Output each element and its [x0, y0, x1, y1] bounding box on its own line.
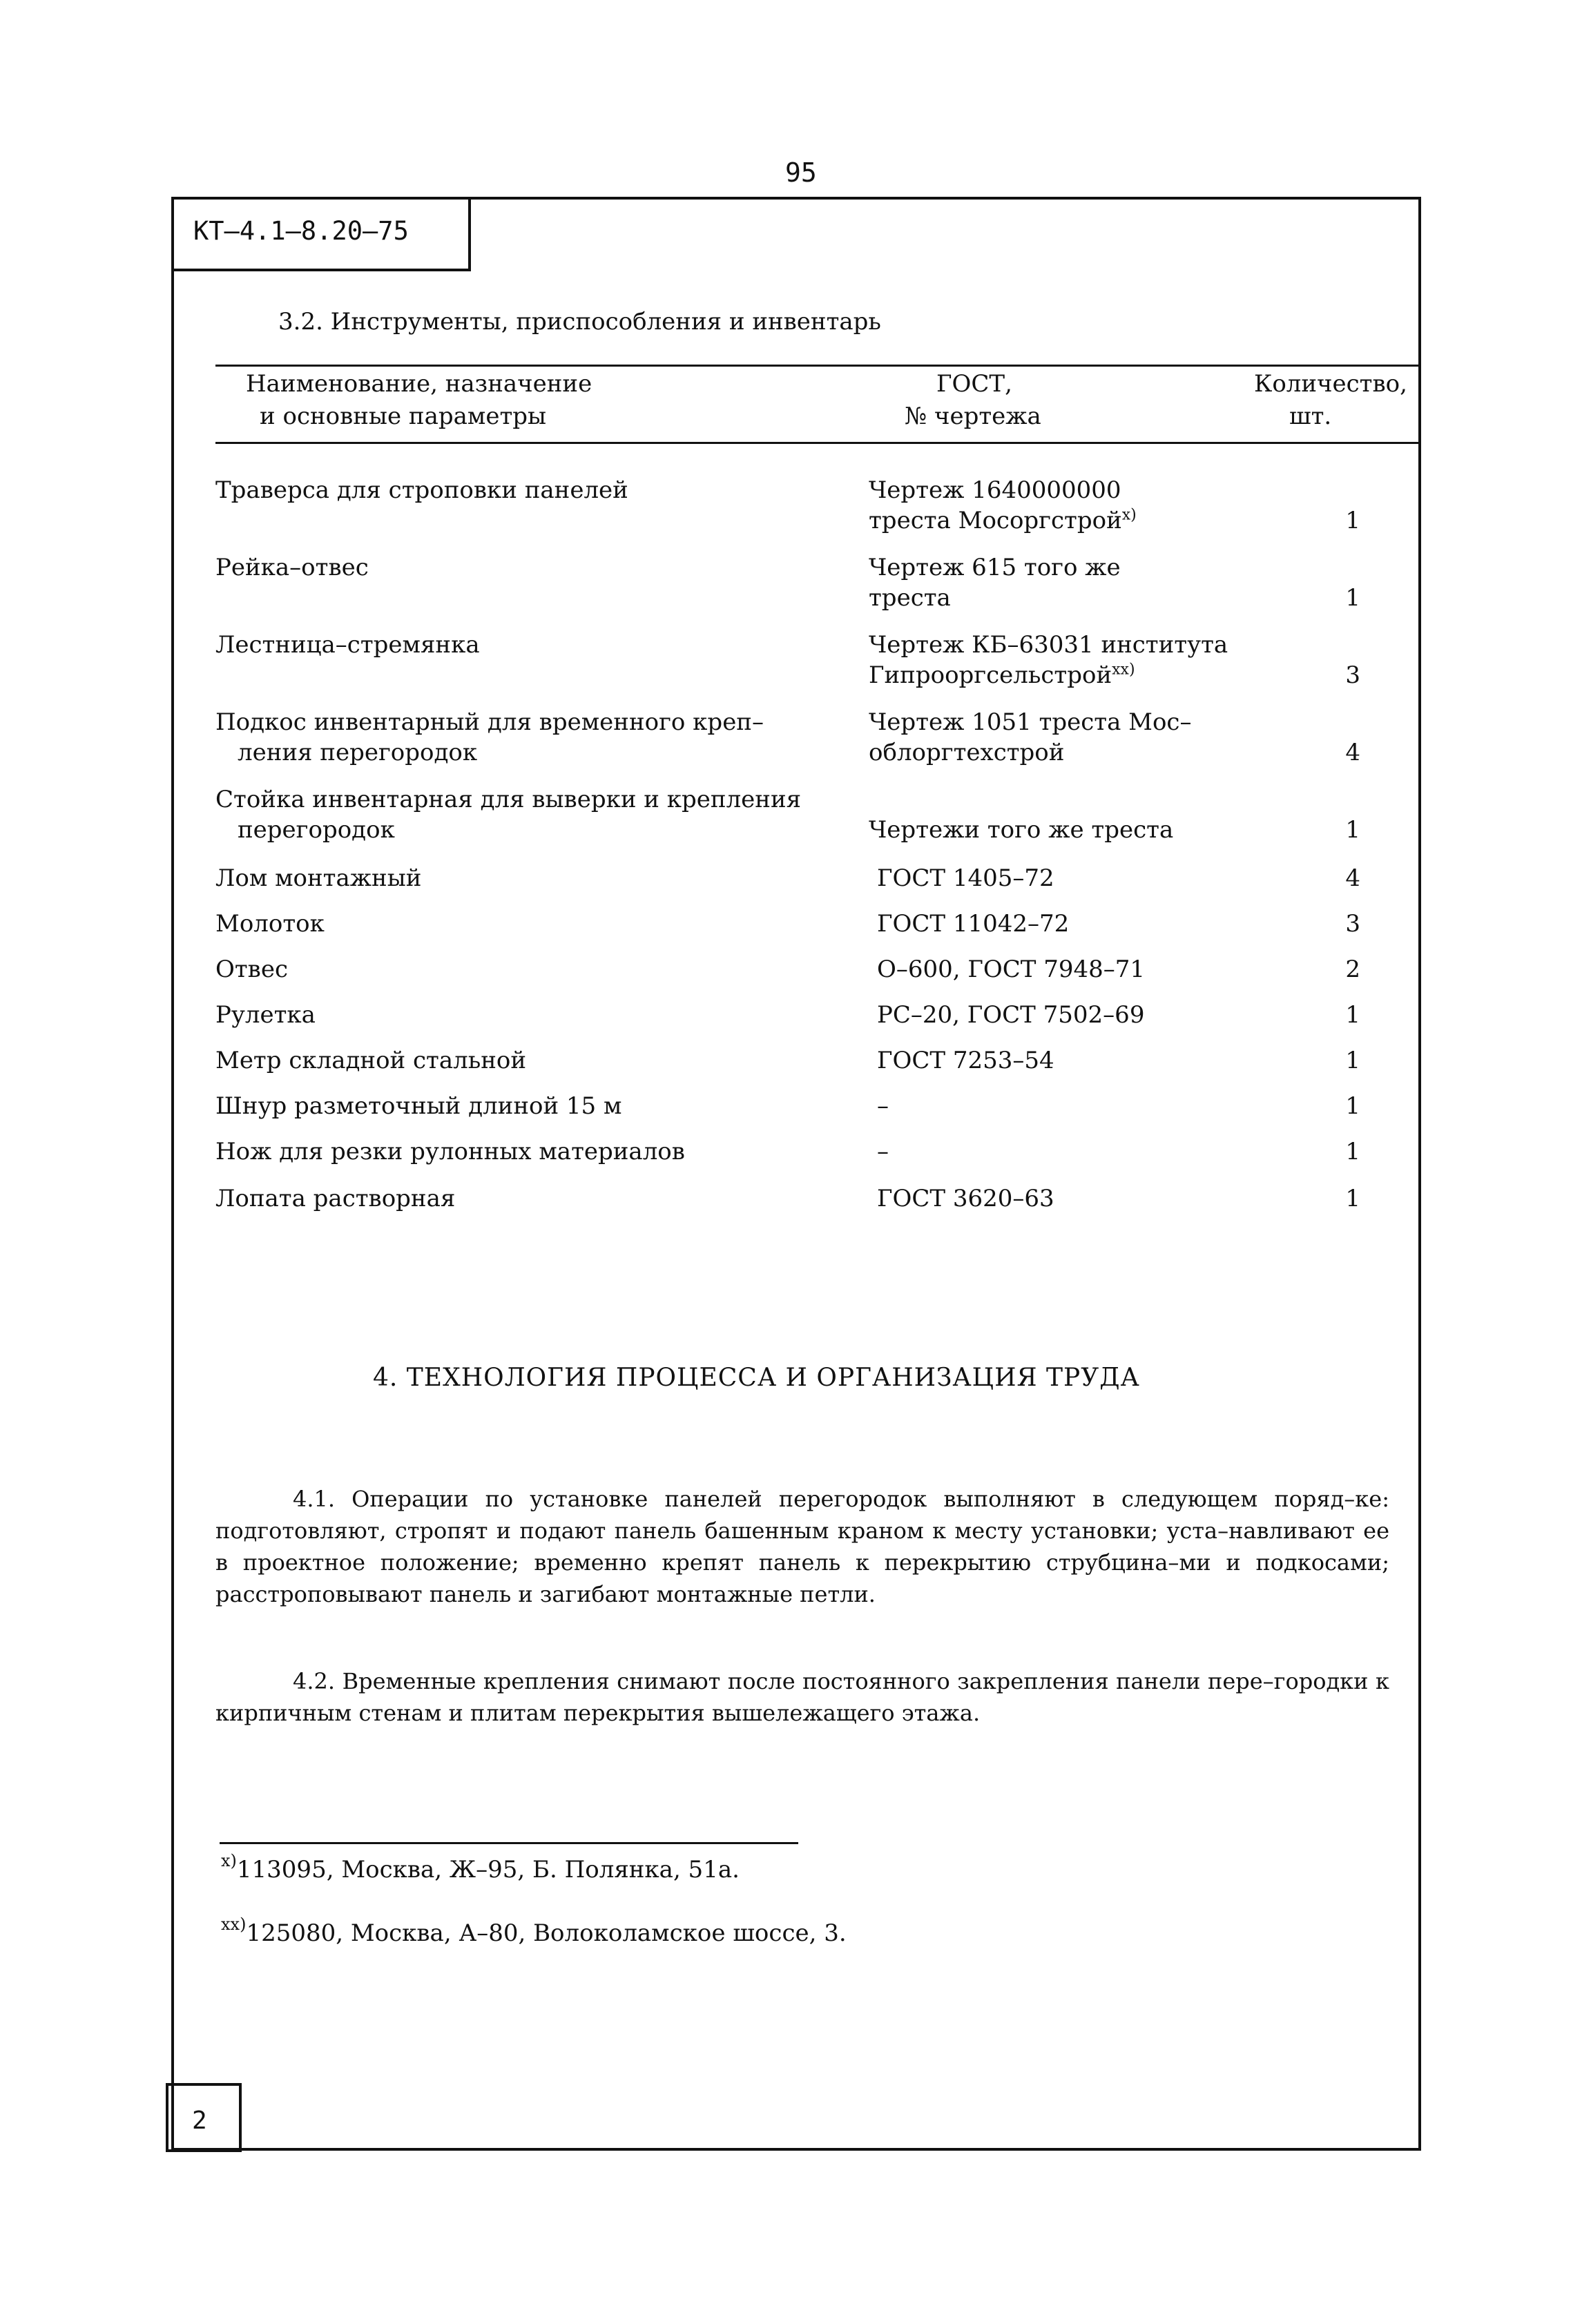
- row-4-gost-line-2: [869, 737, 1297, 768]
- row-2-gost-line-1: [869, 552, 1297, 583]
- table-top-rule: [215, 365, 1420, 367]
- row-3-footnote-mark: xx): [1112, 661, 1135, 679]
- row-7-name-line-1: Молоток: [215, 910, 325, 938]
- footnote-2: [221, 1915, 847, 1947]
- footnote-rule: [220, 1842, 798, 1844]
- row-9-name-line-1: Рулетка: [215, 1001, 316, 1029]
- row-1-gost-line-1: [869, 475, 1297, 505]
- footnote-1: [221, 1851, 740, 1884]
- row-3-gost-line-2: [869, 660, 1297, 690]
- row-4-qty: 4: [1345, 739, 1360, 766]
- section-heading-4: 4. ТЕХНОЛОГИЯ ПРОЦЕССА И ОРГАНИЗАЦИЯ ТРУДА: [373, 1364, 1140, 1392]
- row-13-qty: 1: [1345, 1185, 1360, 1212]
- row-3-name-line-1: Лестница–стремянка: [215, 631, 480, 659]
- sheet-number: 2: [192, 2107, 207, 2135]
- row-11-qty: 1: [1345, 1092, 1360, 1120]
- header-name-line2: и основные параметры: [260, 403, 547, 430]
- header-qty-line2: шт.: [1289, 403, 1332, 430]
- doc-code: КТ–4.1–8.20–75: [193, 216, 409, 246]
- row-13-gost-text-1: ГОСТ 3620–63: [877, 1185, 1054, 1212]
- row-2-gost-text-1: Чертеж 615 того же: [869, 554, 1121, 581]
- row-4-gost-line-1: [869, 707, 1297, 737]
- row-8-qty: 2: [1345, 956, 1360, 983]
- paragraph-4-1: 4.1. Операции по установке панелей перегородок выполняют в следующем поряд–ке: подготовляют, стропят и подают панель башенным краном к месту установки; уста–навливают ее в проектное положение; временно крепят панель к перекрытию струбцина–ми и подкосами; расстроповывают панель и загибают монтажные петли.: [215, 1486, 1389, 1607]
- row-9-gost-line-1: [877, 1000, 1305, 1030]
- row-5-gost-text-2: Чертежи того же треста: [869, 816, 1174, 844]
- footnote-2-text: 125080, Москва, А–80, Волоколамское шоссе, 3.: [246, 1919, 847, 1947]
- row-7-gost-line-1: [877, 909, 1305, 939]
- row-5-gost-line-2: [869, 815, 1297, 845]
- row-1-gost-text-1: Чертеж 1640000000: [869, 476, 1121, 504]
- row-10-qty: 1: [1345, 1047, 1360, 1074]
- row-4-gost-text-1: Чертеж 1051 треста Мос–: [869, 708, 1192, 736]
- table-header-rule: [215, 442, 1420, 444]
- row-2-gost-text-2: треста: [869, 584, 951, 612]
- row-8-gost-line-1: [877, 954, 1305, 985]
- row-12-qty: 1: [1345, 1138, 1360, 1165]
- paragraph-4-2: 4.2. Временные крепления снимают после постоянного закрепления панели пере–городки к кирпичным стенам и плитам перекрытия вышележащего этажа.: [215, 1668, 1389, 1726]
- row-6-gost-text-1: ГОСТ 1405–72: [877, 864, 1054, 892]
- row-4-name-line-1: Подкос инвентарный для временного креп–: [215, 708, 764, 736]
- row-1-footnote-mark: x): [1121, 506, 1137, 524]
- row-5-name-line-2: перегородок: [238, 816, 395, 844]
- row-5-name-line-1: Стойка инвентарная для выверки и крепления: [215, 786, 802, 813]
- header-qty-line1: Количество,: [1254, 370, 1407, 398]
- row-13-gost-line-1: [877, 1183, 1305, 1214]
- row-3-gost-line-1: [869, 630, 1297, 660]
- row-11-gost-text-1: –: [877, 1092, 889, 1120]
- row-2-name-line-1: Рейка–отвес: [215, 554, 369, 581]
- row-10-name-line-1: Метр складной стальной: [215, 1047, 527, 1074]
- row-3-gost-text-2: Гипрооргсельстрой: [869, 661, 1112, 689]
- row-1-gost-text-2: треста Мосоргстрой: [869, 507, 1122, 534]
- row-6-name-line-1: Лом монтажный: [215, 864, 422, 892]
- header-gost-line2: № чертежа: [905, 403, 1041, 430]
- footnote-1-text: 113095, Москва, Ж–95, Б. Полянка, 51а.: [236, 1856, 740, 1884]
- row-9-gost-text-1: РС–20, ГОСТ 7502–69: [877, 1001, 1145, 1029]
- row-9-qty: 1: [1345, 1001, 1360, 1029]
- row-12-name-line-1: Нож для резки рулонных материалов: [215, 1138, 685, 1165]
- row-6-qty: 4: [1345, 864, 1360, 892]
- row-12-gost-line-1: [877, 1136, 1305, 1167]
- row-8-name-line-1: Отвес: [215, 956, 288, 983]
- row-4-name-line-2: ления перегородок: [238, 739, 478, 766]
- row-2-qty: 1: [1345, 584, 1360, 612]
- row-5-qty: 1: [1345, 816, 1360, 844]
- row-3-qty: 3: [1345, 661, 1360, 689]
- row-13-name-line-1: Лопата растворная: [215, 1185, 456, 1212]
- row-3-gost-text-1: Чертеж КБ–63031 института: [869, 631, 1228, 659]
- row-8-gost-text-1: О–600, ГОСТ 7948–71: [877, 956, 1146, 983]
- footnote-2-mark: xx): [221, 1915, 247, 1934]
- page-number: 95: [785, 157, 817, 188]
- row-6-gost-line-1: [877, 863, 1305, 893]
- header-gost-line1: ГОСТ,: [936, 370, 1012, 398]
- row-7-qty: 3: [1345, 910, 1360, 938]
- row-10-gost-text-1: ГОСТ 7253–54: [877, 1047, 1054, 1074]
- row-1-qty: 1: [1345, 507, 1360, 534]
- section-title-3-2: 3.2. Инструменты, приспособления и инвентарь: [278, 308, 881, 336]
- row-2-gost-line-2: [869, 583, 1297, 613]
- row-7-gost-text-1: ГОСТ 11042–72: [877, 910, 1070, 938]
- row-10-gost-line-1: [877, 1045, 1305, 1076]
- row-1-gost-line-2: [869, 505, 1297, 536]
- row-11-name-line-1: Шнур разметочный длиной 15 м: [215, 1092, 622, 1120]
- row-4-gost-text-2: облоргтехстрой: [869, 739, 1065, 766]
- header-name-line1: Наименование, назначение: [246, 370, 592, 398]
- row-1-name-line-1: Траверса для строповки панелей: [215, 476, 628, 504]
- row-11-gost-line-1: [877, 1091, 1305, 1121]
- row-12-gost-text-1: –: [877, 1138, 889, 1165]
- footnote-1-mark: x): [221, 1851, 237, 1870]
